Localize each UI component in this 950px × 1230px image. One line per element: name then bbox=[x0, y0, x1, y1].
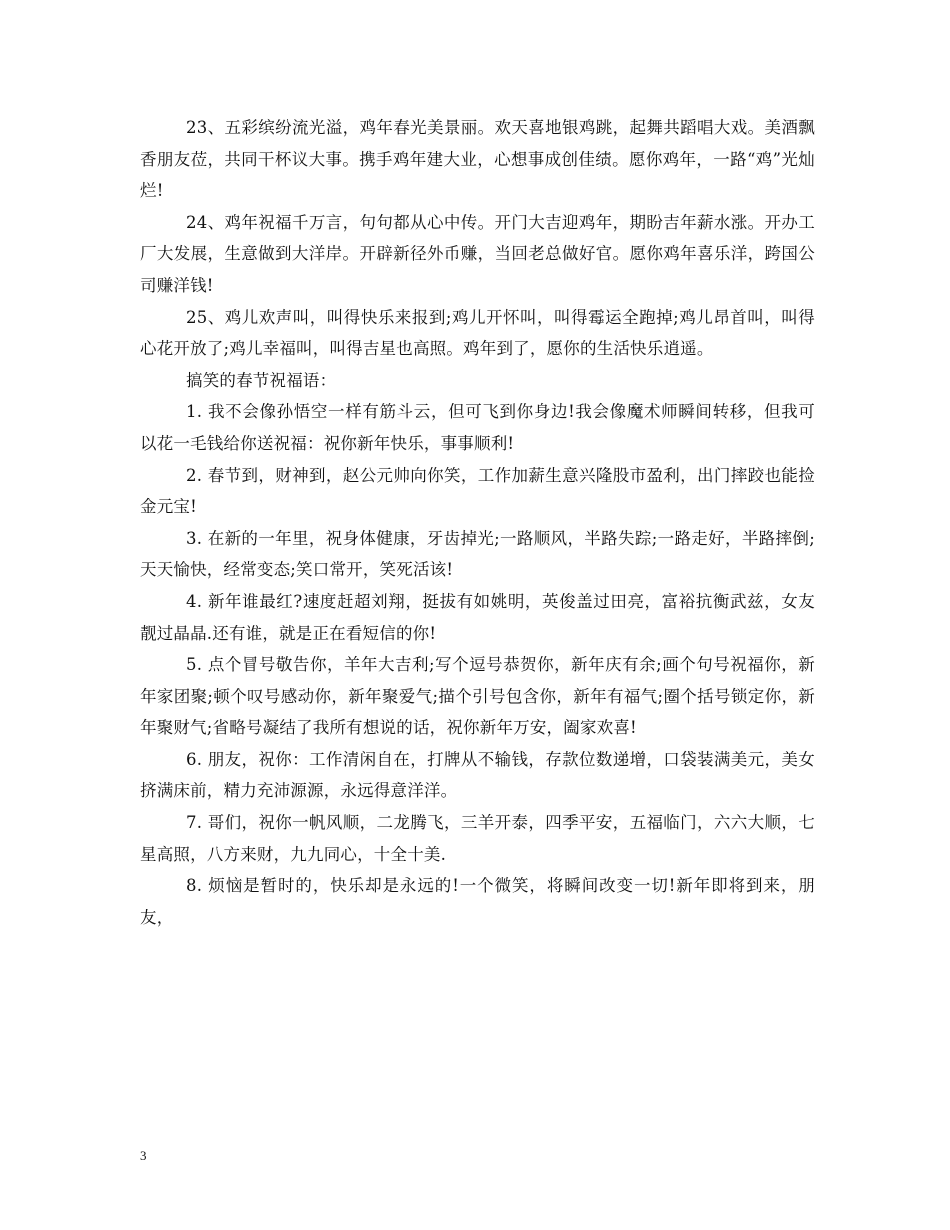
paragraph-item-7: 7. 哥们，祝你一帆风顺，二龙腾飞，三羊开泰，四季平安，五福临门，六六大顺，七星高照，八方来财，九九同心，十全十美. bbox=[140, 813, 815, 864]
paragraph-item-6: 6. 朋友，祝你：工作清闲自在，打牌从不输钱，存款位数递增，口袋装满美元，美女挤满床前，精力充沛源源，永远得意洋洋。 bbox=[140, 749, 815, 801]
paragraph-item-3: 3. 在新的一年里，祝身体健康，牙齿掉光;一路顺风，半路失踪;一路走好，半路摔倒;天天愉快，经常变态;笑口常开，笑死活该! bbox=[140, 528, 815, 580]
paragraph-25: 25、鸡儿欢声叫，叫得快乐来报到;鸡儿开怀叫，叫得霉运全跑掉;鸡儿昂首叫，叫得心花开放了;鸡儿幸福叫，叫得吉星也高照。鸡年到了，愿你的生活快乐逍遥。 bbox=[140, 307, 815, 359]
paragraph-item-1: 1. 我不会像孙悟空一样有筋斗云，但可飞到你身边!我会像魔术师瞬间转移，但我可以花一毛钱给你送祝福：祝你新年快乐，事事顺利! bbox=[140, 402, 815, 453]
paragraph-24: 24、鸡年祝福千万言，句句都从心中传。开门大吉迎鸡年，期盼吉年薪水涨。开办工厂大发展，生意做到大洋岸。开辟新径外币赚，当回老总做好官。愿你鸡年喜乐洋，跨国公司赚洋钱! bbox=[140, 212, 815, 295]
paragraph-23: 23、五彩缤纷流光溢，鸡年春光美景丽。欢天喜地银鸡跳，起舞共蹈唱大戏。美酒飘香朋友莅，共同干杯议大事。携手鸡年建大业，心想事成创佳绩。愿你鸡年，一路“鸡”光灿烂! bbox=[140, 118, 815, 201]
paragraph-item-8: 8. 烦恼是暂时的，快乐却是永远的!一个微笑，将瞬间改变一切!新年即将到来，朋友， bbox=[140, 876, 815, 927]
document-body bbox=[140, 112, 815, 933]
page-number: 3 bbox=[140, 1148, 147, 1163]
section-heading: 搞笑的春节祝福语： bbox=[186, 370, 337, 390]
paragraph-item-2: 2. 春节到，财神到，赵公元帅向你笑，工作加薪生意兴隆股市盈利，出门摔跤也能捡金元宝! bbox=[140, 465, 815, 517]
paragraph-item-4: 4. 新年谁最红?速度赶超刘翔，挺拔有如姚明，英俊盖过田亮，富裕抗衡武兹，女友靓过晶晶.还有谁，就是正在看短信的你! bbox=[140, 591, 815, 643]
paragraph-item-5: 5. 点个冒号敬告你，羊年大吉利;写个逗号恭贺你，新年庆有余;画个句号祝福你，新年家团聚;顿个叹号感动你，新年聚爱气;描个引号包含你，新年有福气;圈个括号锁定你，新年聚财气;省略号凝结了我所有想说的话，祝你新年万安，阖家欢喜! bbox=[140, 655, 815, 738]
